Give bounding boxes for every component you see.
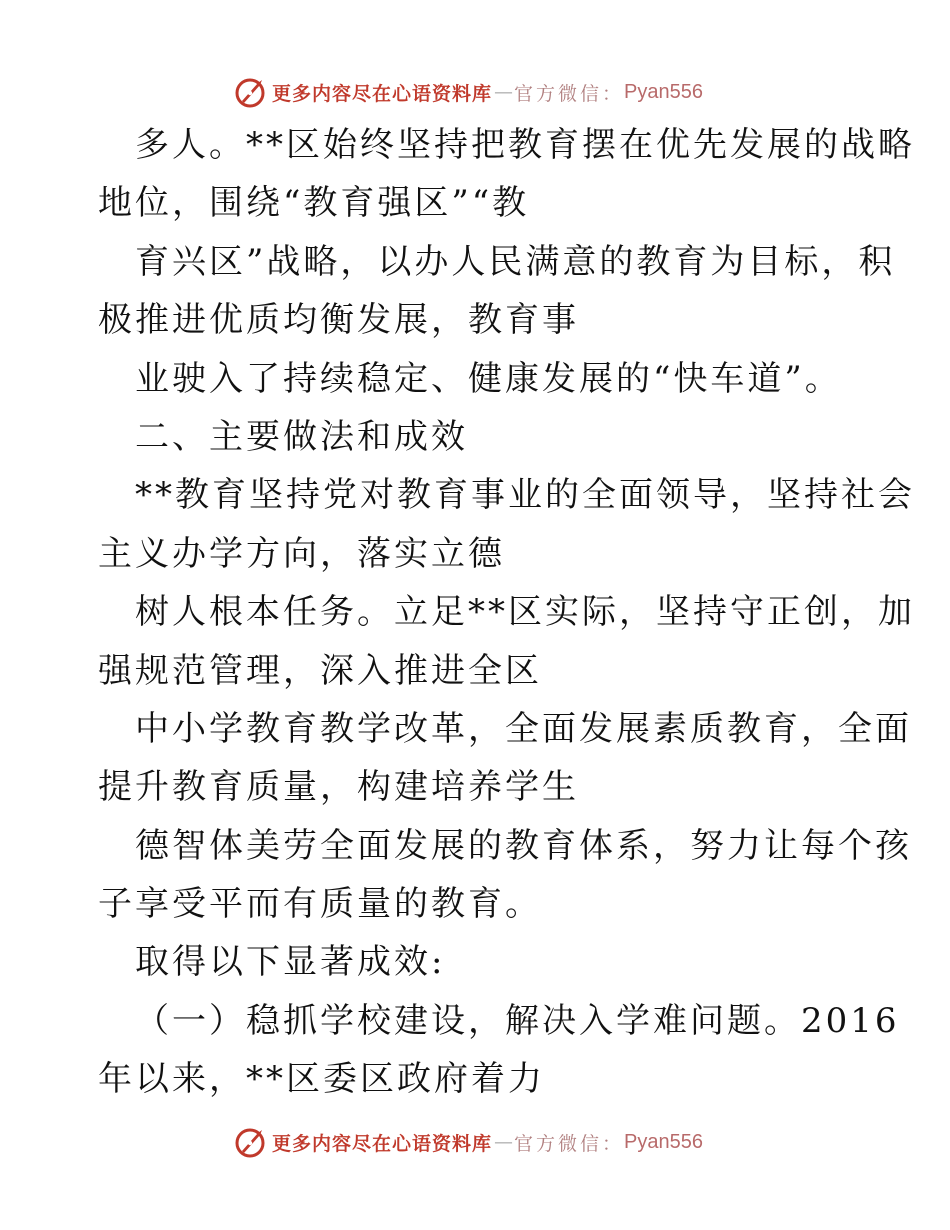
body-line: 极推进优质均衡发展，教育事: [98, 300, 579, 341]
body-line: 提升教育质量，构建培养学生: [98, 767, 579, 808]
document-body: [98, 116, 915, 1109]
watermark-brand: 更多内容尽在心语资料库: [272, 82, 493, 105]
watermark-separator: —: [494, 1131, 513, 1153]
body-line: 地位，围绕“教育强区”“教: [98, 183, 530, 224]
watermark-wechat-id: Pyan556: [624, 1130, 703, 1153]
body-line: 取得以下显著成效:: [135, 942, 446, 983]
watermark-wechat-id: Pyan556: [624, 80, 703, 103]
section-heading: 二、主要做法和成效: [135, 416, 468, 457]
body-line: 树人根本任务。立足**区实际，坚持守正创，加: [135, 592, 915, 633]
body-line: 子享受平而有质量的教育。: [98, 884, 542, 925]
body-line: 主义办学方向，落实立德: [98, 533, 505, 574]
body-line: **教育坚持党对教育事业的全面领导，坚持社会: [135, 475, 915, 516]
watermark-separator: —: [494, 81, 513, 103]
watermark-label: 官方微信：: [514, 82, 625, 105]
body-line: 德智体美劳全面发展的教育体系，努力让每个孩: [135, 825, 912, 866]
body-line: 多人。**区始终坚持把教育摆在优先发展的战略: [135, 125, 915, 165]
body-line: 业驶入了持续稳定、健康发展的“快车道”。: [135, 358, 842, 399]
subsection-heading: （一）稳抓学校建设，解决入学难问题。2016: [135, 1000, 900, 1041]
body-line: 强规范管理，深入推进全区: [98, 650, 542, 691]
body-line: 年以来，**区委区政府着力: [98, 1059, 545, 1100]
body-line: 中小学教育教学改革，全面发展素质教育，全面: [135, 708, 912, 749]
footer-watermark: [232, 1122, 703, 1162]
pen-nib-logo-icon: [232, 1124, 268, 1160]
body-line: 育兴区”战略，以办人民满意的教育为目标，积: [135, 241, 896, 282]
pen-nib-logo-icon: [232, 74, 268, 110]
header-watermark: [232, 72, 703, 112]
watermark-brand: 更多内容尽在心语资料库: [272, 1132, 493, 1155]
watermark-label: 官方微信：: [514, 1132, 625, 1155]
